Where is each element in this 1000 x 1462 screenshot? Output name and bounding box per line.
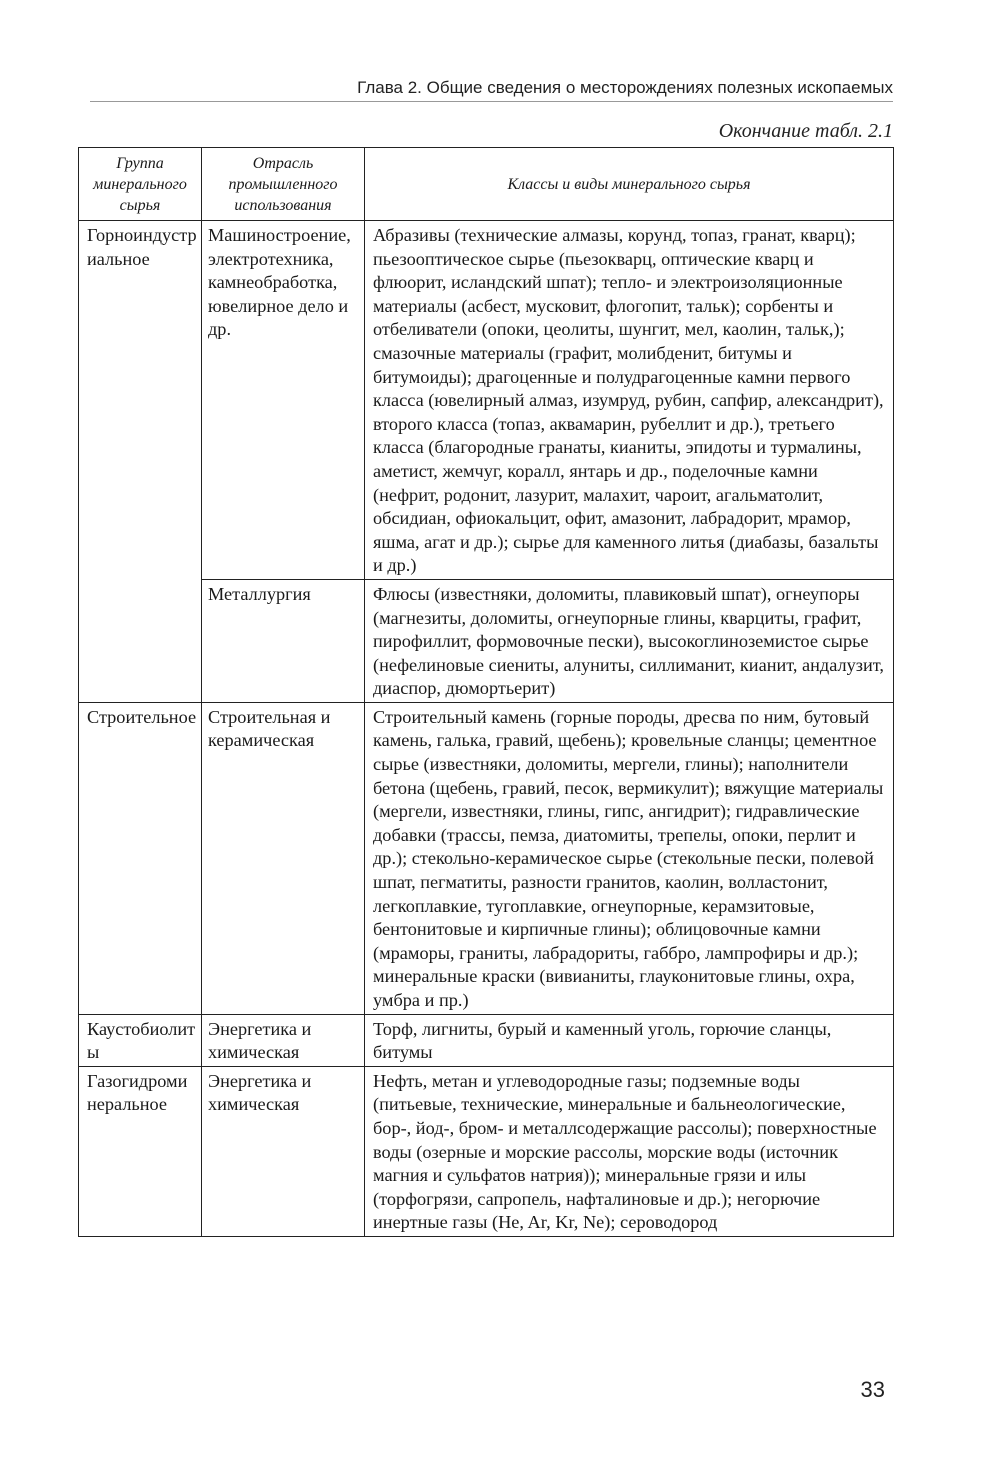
header-mineral-classes: Классы и виды минерального сырья <box>365 148 894 221</box>
running-header: Глава 2. Общие сведения о месторождениях полезных ископаемых <box>357 78 893 97</box>
cell-mineral-group: Горноиндустриальное <box>79 221 202 703</box>
page-number: 33 <box>860 1377 885 1402</box>
table-row <box>79 221 894 580</box>
cell-mineral-classes: Нефть, метан и углеводородные газы; подземные воды (питьевые, технические, минеральные и бальнеологические, бор-, йод-, бром- и металлсодержащие рассолы); поверхностные воды (озерные и морские рассолы, морские воды (источник магния и сульфатов натрия)); минеральные грязи и илы (торфогрязи, сапропель, нафталиновые и др.); негорючие инертные газы (He, Ar, Kr, Ne); сероводород <box>365 1066 894 1236</box>
table-row <box>79 1066 894 1236</box>
table-caption: Окончание табл. 2.1 <box>718 120 893 142</box>
cell-mineral-group: Строительное <box>79 702 202 1014</box>
cell-industry-sector: Машиностроение, электротехника, камнеобработка, ювелирное дело и др. <box>202 221 365 580</box>
cell-mineral-classes: Торф, лигниты, бурый и каменный уголь, горючие сланцы, битумы <box>365 1014 894 1066</box>
table-row <box>79 702 894 1014</box>
header-mineral-group: Группа минерального сырья <box>79 148 202 221</box>
cell-industry-sector: Металлургия <box>202 579 365 702</box>
table-row <box>79 1014 894 1066</box>
cell-industry-sector: Энергетика и химическая <box>202 1066 365 1236</box>
mineral-raw-materials-table <box>78 147 894 1237</box>
cell-industry-sector: Энергетика и химическая <box>202 1014 365 1066</box>
cell-mineral-group: Каустобиолиты <box>79 1014 202 1066</box>
header-industry-sector: Отрасль промышленного использования <box>202 148 365 221</box>
cell-mineral-classes: Флюсы (известняки, доломиты, плавиковый шпат), огнеупоры (магнезиты, доломиты, огнеупорные глины, кварциты, графит, пирофиллит, формовочные пески), высокоглиноземистое сырье (нефелиновые сиениты, алуниты, силлиманит, кианит, андалузит, диаспор, дюмортьерит) <box>365 579 894 702</box>
cell-mineral-classes: Строительный камень (горные породы, дресва по ним, бутовый камень, галька, гравий, щебень); кровельные сланцы; цементное сырье (известняки, доломиты, мергели, глины); наполнители бетона (щебень, гравий, песок, вермикулит); вяжущие материалы (мергели, известняки, глины, гипс, ангидрит); гидравлические добавки (трассы, пемза, диатомиты, трепелы, опоки, перлит и др.); стекольно-керамическое сырье (стекольные пески, полевой шпат, пегматиты, разности гранитов, каолин, волластонит, легкоплавкие, тугоплавкие, огнеупорные, керамзитовые, бентонитовые и кирпичные глины); облицовочные камни (мраморы, граниты, лабрадориты, габбро, лампрофиры и др.); минеральные краски (вивианиты, глауконитовые глины, охра, умбра и пр.) <box>365 702 894 1014</box>
cell-mineral-classes: Абразивы (технические алмазы, корунд, топаз, гранат, кварц); пьезооптическое сырье (пьезокварц, оптические кварц и флюорит, исландский шпат); тепло- и электроизоляционные материалы (асбест, мусковит, флогопит, тальк); сорбенты и отбеливатели (опоки, цеолиты, шунгит, мел, каолин, тальк,); смазочные материалы (графит, молибденит, битумы и битумоиды); драгоценные и полудрагоценные камни первого класса (ювелирный алмаз, изумруд, рубин, сапфир, александрит), второго класса (топаз, аквамарин, рубеллит и др.), третьего класса (благородные гранаты, кианиты, эпидоты и турмалины, аметист, жемчуг, коралл, янтарь и др., поделочные камни (нефрит, родонит, лазурит, малахит, чароит, агальматолит, обсидиан, офиокальцит, офит, амазонит, лабрадорит, мрамор, яшма, агат и др.); сырье для каменного литья (диабазы, базальты и др.) <box>365 221 894 580</box>
table-row <box>79 579 894 702</box>
table-header-row <box>79 148 894 221</box>
cell-industry-sector: Строительная и керамическая <box>202 702 365 1014</box>
cell-mineral-group: Газогидроминеральное <box>79 1066 202 1236</box>
header-divider <box>90 101 893 102</box>
